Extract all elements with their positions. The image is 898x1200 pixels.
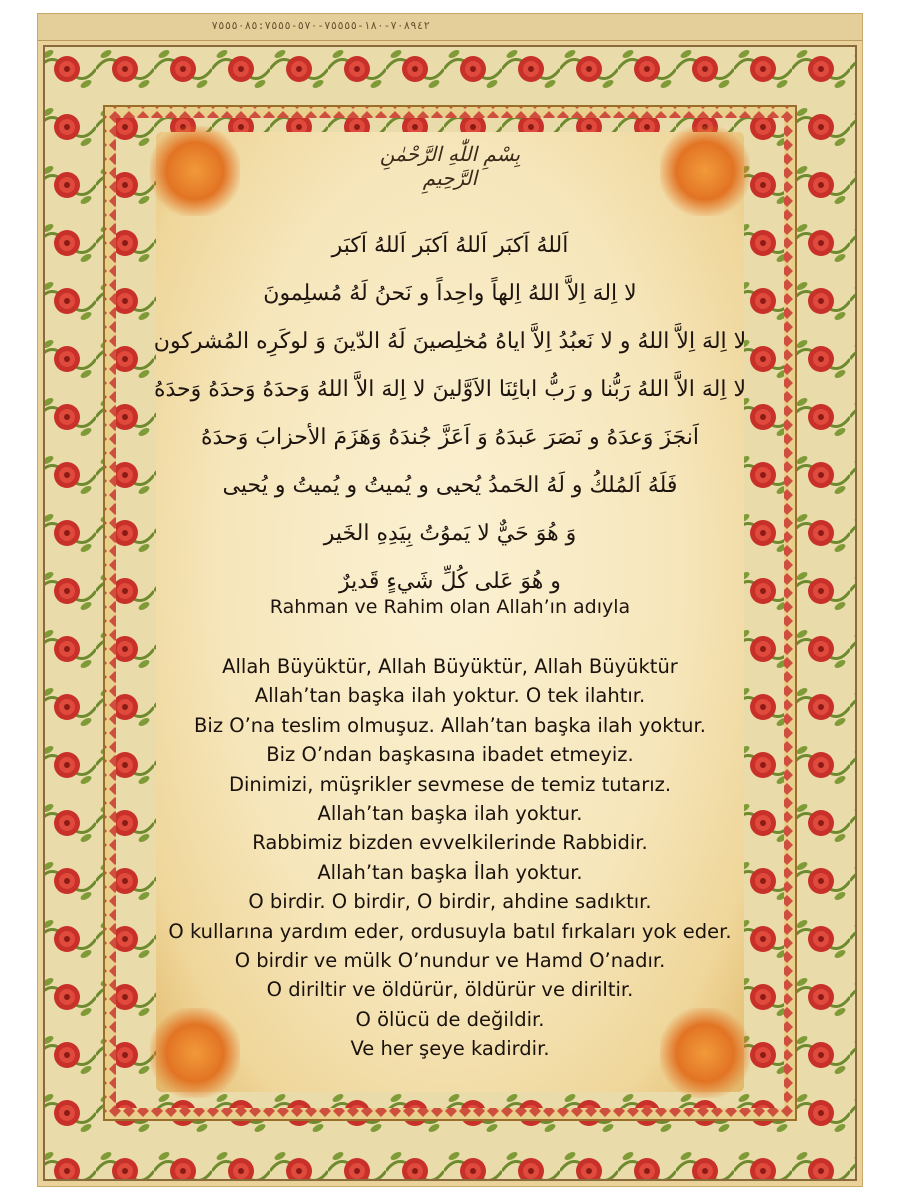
arabic-line: فَلَهُ اَلمُلكُ و لَهُ الحَمدُ يُحيى و يُميتُ و يُميتُ و يُحيى xyxy=(222,473,678,498)
arabic-line: اَللهُ اَكبَر اَللهُ اَكبَر اَللهُ اَكبَر xyxy=(331,233,569,258)
turkish-line: Biz O’ndan başkasına ibadet etmeyiz. xyxy=(266,743,634,767)
arabic-line: لا اِلهَ اِلاَّ اللهُ اِلهاً واحِداً و نَحنُ لَهُ مُسلِمونَ xyxy=(263,281,637,306)
arabic-prayer-text xyxy=(150,222,750,606)
turkish-line: O diriltir ve öldürür, öldürür ve diriltir. xyxy=(266,978,634,1002)
turkish-line: Allah’tan başka ilah yoktur. xyxy=(317,801,583,825)
turkish-line: Allah’tan başka İlah yoktur. xyxy=(317,860,583,884)
turkish-line: Dinimizi, müşrikler sevmese de temiz tutarız. xyxy=(228,772,672,796)
translation-heading: Rahman ve Rahim olan Allah’ın adıyla xyxy=(269,596,631,618)
turkish-line: Allah Büyüktür, Allah Büyüktür, Allah Büyüktür xyxy=(222,655,678,678)
arabic-line: لا اِلهَ الاَّ اللهُ رَبُّنا و رَبُّ ابائِنَا الاَوَّلينَ لا اِلهَ الاَّ اللهُ وَحدَهُ وَحدَهُ وَحدَهُ xyxy=(153,377,747,402)
turkish-line: Rabbimiz bizden evvelkilerinde Rabbidir. xyxy=(252,831,648,855)
turkish-line: Biz O’na teslim olmuşuz. Allah’tan başka ilah yoktur. xyxy=(194,713,706,737)
turkish-translation xyxy=(140,652,760,1063)
code-strip-text: ٧٠٨٩٤٢-١٨٠-٧٥٥٥٥-٥٧٠-٧٥٥٥٠٨٥:٧٥٥٥ xyxy=(211,19,430,32)
arabic-line: و هُوَ عَلى كُلِّ شَيءٍ قَديرٌ xyxy=(339,569,561,594)
turkish-line: O ölücü de değildir. xyxy=(355,1007,545,1031)
turkish-line: Ve her şeye kadirdir. xyxy=(350,1037,550,1061)
turkish-line: O birdir. O birdir, O birdir, ahdine sadıktır. xyxy=(248,890,652,914)
arabic-line: وَ هُوَ حَيٌّ لا يَموُتُ بِيَدِهِ الخَير xyxy=(323,521,577,546)
turkish-line: O kullarına yardım eder, ordusuyla batıl fırkaları yok eder. xyxy=(168,919,732,943)
arabic-line: اَنجَزَ وَعدَهُ و نَصَرَ عَبدَهُ وَ اَعَزَّ جُندَهُ وَهَزَمَ الأحزابَ وَحدَهُ xyxy=(201,425,699,450)
turkish-line: O birdir ve mülk O’nundur ve Hamd O’nadır. xyxy=(234,948,666,972)
turkish-line: Allah’tan başka ilah yoktur. O tek ilahtır. xyxy=(254,684,646,708)
bismillah-calligraphy: بِسْمِ اللّٰهِ الرَّحْمٰنِ الرَّحِيمِ xyxy=(379,142,521,190)
arabic-line: لا اِلهَ اِلاَّ اللهُ و لا نَعبُدُ اِلاَّ اياهُ مُخلِصينَ لَهُ الدّينَ وَ لوكَرِه المُشركون xyxy=(153,329,747,354)
